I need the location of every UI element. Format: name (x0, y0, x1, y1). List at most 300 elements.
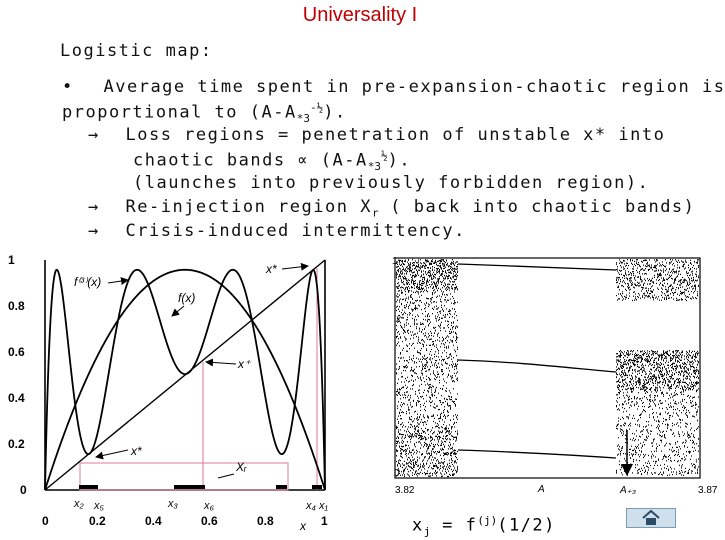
chaos-point (674, 383, 675, 384)
chaos-point (415, 276, 416, 277)
chaos-point (649, 403, 650, 404)
chaos-point (424, 381, 425, 382)
chaos-point (455, 470, 456, 471)
chaos-point (649, 389, 650, 390)
chaos-point (645, 384, 646, 385)
chaos-point (633, 388, 634, 389)
chaos-point (416, 326, 417, 327)
chaos-point (436, 387, 437, 388)
chaos-point (409, 457, 410, 458)
chaos-point (439, 382, 440, 383)
chaos-point (656, 260, 657, 261)
chaos-point (423, 414, 424, 415)
chaos-point (692, 465, 693, 466)
chaos-point (679, 419, 680, 420)
chaos-point (683, 391, 684, 392)
chaos-point (398, 338, 399, 339)
chaos-point (661, 363, 662, 364)
chaos-point (652, 281, 653, 282)
chaos-point (430, 339, 431, 340)
chaos-point (654, 265, 655, 266)
chaos-point (427, 285, 428, 286)
chaos-point (690, 402, 691, 403)
chaos-point (436, 472, 437, 473)
chaos-point (686, 271, 687, 272)
chaos-point (626, 395, 627, 396)
chaos-point (678, 300, 679, 301)
chaos-point (655, 395, 656, 396)
chaos-point (436, 272, 437, 273)
chaos-point (403, 434, 404, 435)
chaos-point (619, 369, 620, 370)
chaos-point (424, 290, 425, 291)
chaos-point (438, 353, 439, 354)
chaos-point (697, 382, 698, 383)
chaos-point (401, 406, 402, 407)
chaos-point (399, 306, 400, 307)
chaos-point (403, 278, 404, 279)
chaos-point (412, 421, 413, 422)
chaos-point (657, 446, 658, 447)
chaos-point (401, 312, 402, 313)
chaos-point (644, 382, 645, 383)
chaos-point (450, 455, 451, 456)
chaos-point (440, 266, 441, 267)
chaos-point (452, 365, 453, 366)
chaos-point (419, 328, 420, 329)
chaos-point (686, 415, 687, 416)
chaos-point (400, 415, 401, 416)
chaos-point (447, 335, 448, 336)
chaos-point (429, 384, 430, 385)
chaos-point (646, 263, 647, 264)
chaos-point (410, 441, 411, 442)
chaos-point (683, 368, 684, 369)
chaos-point (444, 428, 445, 429)
chaos-point (456, 379, 457, 380)
chaos-point (661, 277, 662, 278)
chaos-point (656, 387, 657, 388)
chaos-point (642, 280, 643, 281)
chaos-point (628, 388, 629, 389)
chaos-point (445, 277, 446, 278)
chaos-point (661, 441, 662, 442)
y-tick-0.4: 0.4 (8, 391, 25, 405)
chaos-point (438, 393, 439, 394)
chaos-point (695, 404, 696, 405)
chaos-point (632, 377, 633, 378)
chaos-point (645, 386, 646, 387)
chaos-point (399, 302, 400, 303)
chaos-point (687, 417, 688, 418)
arrow-icon: → (88, 197, 100, 217)
x1-label: x₁ (319, 500, 328, 512)
chaos-point (424, 442, 425, 443)
chaos-point (432, 274, 433, 275)
chaos-point (451, 431, 452, 432)
chaos-point (625, 270, 626, 271)
chaos-point (617, 356, 618, 357)
chaos-point (623, 260, 624, 261)
chaos-point (404, 474, 405, 475)
chaos-point (432, 433, 433, 434)
chaos-point (647, 361, 648, 362)
chaos-point (401, 388, 402, 389)
chaos-point (663, 394, 664, 395)
chaos-point (428, 313, 429, 314)
chaos-point (426, 358, 427, 359)
chaos-point (670, 354, 671, 355)
chaos-point (430, 264, 431, 265)
chaos-point (687, 396, 688, 397)
chaos-point (668, 291, 669, 292)
item-2-text: Re-injection region X (125, 197, 372, 217)
chaos-point (618, 287, 619, 288)
chaos-point (397, 306, 398, 307)
chaos-point (634, 448, 635, 449)
chaos-point (632, 300, 633, 301)
chaos-point (668, 278, 669, 279)
chaos-point (402, 426, 403, 427)
chaos-point (445, 438, 446, 439)
chaos-point (679, 471, 680, 472)
chaos-point (402, 310, 403, 311)
chaos-point (638, 392, 639, 393)
chaos-point (641, 279, 642, 280)
chaos-point (411, 455, 412, 456)
chaos-point (694, 356, 695, 357)
chaos-point (417, 271, 418, 272)
chaos-point (411, 297, 412, 298)
chaos-point (424, 417, 425, 418)
chaos-point (417, 451, 418, 452)
chaos-point (403, 470, 404, 471)
chaos-point (681, 293, 682, 294)
chaos-point (645, 280, 646, 281)
chaos-point (677, 357, 678, 358)
chaos-point (625, 374, 626, 375)
chaos-point (692, 447, 693, 448)
chaos-point (668, 287, 669, 288)
chaos-point (684, 268, 685, 269)
chaos-point (682, 458, 683, 459)
chaos-point (447, 276, 448, 277)
chaos-point (402, 266, 403, 267)
chaos-point (408, 260, 409, 261)
chaos-point (695, 402, 696, 403)
chaos-point (443, 327, 444, 328)
chaos-point (670, 259, 671, 260)
chaos-point (428, 261, 429, 262)
chaos-point (418, 261, 419, 262)
chaos-point (410, 433, 411, 434)
chaos-point (632, 354, 633, 355)
chaos-point (694, 467, 695, 468)
chaos-point (455, 288, 456, 289)
chaos-point (411, 368, 412, 369)
chaos-point (456, 438, 457, 439)
chaos-point (684, 457, 685, 458)
chaos-point (643, 402, 644, 403)
chaos-point (432, 358, 433, 359)
chaos-point (427, 366, 428, 367)
chaos-point (399, 413, 400, 414)
chaos-point (437, 366, 438, 367)
chaos-point (418, 316, 419, 317)
chaos-point (675, 401, 676, 402)
chaos-point (396, 325, 397, 326)
item-1-text-b: chaotic bands ∝ (A-A (133, 150, 368, 171)
chaos-point (433, 301, 434, 302)
chaos-point (661, 436, 662, 437)
chaos-point (414, 369, 415, 370)
chaos-point (407, 404, 408, 405)
chaos-point (400, 271, 401, 272)
chaos-point (664, 374, 665, 375)
chaos-point (410, 301, 411, 302)
chaos-point (656, 421, 657, 422)
bullet-text-a: Average time spent in pre-expansion-chaotic region is (103, 77, 725, 97)
chaos-point (690, 355, 691, 356)
chaos-point (676, 277, 677, 278)
chaos-point (420, 324, 421, 325)
chaos-point (440, 455, 441, 456)
chaos-point (425, 307, 426, 308)
chaos-point (670, 357, 671, 358)
chaos-point (444, 261, 445, 262)
chaos-point (646, 387, 647, 388)
chaos-point (423, 459, 424, 460)
chaos-point (658, 274, 659, 275)
chaos-point (433, 386, 434, 387)
chaos-point (667, 290, 668, 291)
chaos-point (623, 395, 624, 396)
chaos-point (687, 359, 688, 360)
chaos-point (421, 433, 422, 434)
chaos-point (694, 416, 695, 417)
chaos-point (401, 357, 402, 358)
chaos-point (448, 311, 449, 312)
chaos-point (431, 453, 432, 454)
chaos-point (625, 423, 626, 424)
chaos-point (419, 441, 420, 442)
chaos-point (667, 283, 668, 284)
chaos-point (681, 371, 682, 372)
chaos-point (402, 387, 403, 388)
chaos-point (430, 345, 431, 346)
chaos-point (696, 443, 697, 444)
chaos-point (403, 263, 404, 264)
chaos-point (625, 289, 626, 290)
chaos-point (644, 396, 645, 397)
chaos-point (654, 277, 655, 278)
chaos-point (407, 377, 408, 378)
chaos-point (414, 425, 415, 426)
chaos-point (662, 355, 663, 356)
chaos-point (693, 442, 694, 443)
chaos-point (432, 401, 433, 402)
chaos-point (429, 316, 430, 317)
chaos-point (456, 462, 457, 463)
home-button[interactable] (626, 508, 676, 528)
chaos-point (654, 389, 655, 390)
chaos-point (425, 371, 426, 372)
chaos-point (444, 474, 445, 475)
chaos-point (404, 330, 405, 331)
chaos-point (630, 425, 631, 426)
chaos-point (698, 397, 699, 398)
chaos-point (457, 337, 458, 338)
chaos-point (438, 307, 439, 308)
chaos-point (658, 460, 659, 461)
chaos-point (692, 296, 693, 297)
chaos-point (657, 351, 658, 352)
chaos-point (653, 383, 654, 384)
chaos-point (408, 453, 409, 454)
chaos-point (446, 454, 447, 455)
chaos-point (400, 287, 401, 288)
chaos-point (445, 342, 446, 343)
chaos-point (419, 305, 420, 306)
chaos-point (696, 391, 697, 392)
chaos-point (428, 392, 429, 393)
chaos-point (431, 279, 432, 280)
chaos-point (620, 279, 621, 280)
chaos-point (675, 370, 676, 371)
chaos-point (672, 355, 673, 356)
chaos-point (444, 317, 445, 318)
chaos-point (427, 314, 428, 315)
chaos-point (647, 360, 648, 361)
chaos-point (442, 369, 443, 370)
chaos-point (618, 420, 619, 421)
chaos-point (450, 293, 451, 294)
chaos-point (448, 476, 449, 477)
chaos-point (697, 370, 698, 371)
chaos-point (636, 263, 637, 264)
chaos-point (694, 464, 695, 465)
chaos-point (419, 416, 420, 417)
chaos-point (676, 369, 677, 370)
chaos-point (426, 287, 427, 288)
chaos-point (433, 459, 434, 460)
chaos-point (658, 404, 659, 405)
chaos-point (443, 455, 444, 456)
chaos-point (437, 269, 438, 270)
chaos-point (637, 420, 638, 421)
chaos-point (688, 451, 689, 452)
left-plot-area (8, 253, 329, 533)
chaos-point (403, 441, 404, 442)
chaos-point (419, 331, 420, 332)
chaos-point (629, 287, 630, 288)
chaos-point (448, 321, 449, 322)
chaos-point (409, 357, 410, 358)
chaos-point (696, 298, 697, 299)
chaos-point (433, 272, 434, 273)
chaos-point (454, 300, 455, 301)
chaos-point (619, 386, 620, 387)
chaos-point (629, 293, 630, 294)
chaos-point (626, 297, 627, 298)
chaos-point (687, 362, 688, 363)
chaos-point (651, 431, 652, 432)
chaos-point (446, 368, 447, 369)
chaos-point (452, 460, 453, 461)
chaos-point (413, 309, 414, 310)
chaos-point (659, 265, 660, 266)
chaos-point (455, 276, 456, 277)
chaos-point (421, 361, 422, 362)
chaos-point (455, 269, 456, 270)
chaos-point (644, 467, 645, 468)
chaos-point (631, 392, 632, 393)
chaos-point (401, 290, 402, 291)
chaos-point (419, 393, 420, 394)
chaos-point (630, 458, 631, 459)
chaos-point (639, 456, 640, 457)
chaos-point (423, 274, 424, 275)
chaos-point (450, 272, 451, 273)
chaos-point (696, 369, 697, 370)
chaos-point (400, 358, 401, 359)
chaos-point (407, 284, 408, 285)
chaos-point (632, 264, 633, 265)
chaos-point (657, 382, 658, 383)
chaos-point (434, 439, 435, 440)
chaos-point (443, 343, 444, 344)
chaos-point (430, 437, 431, 438)
chaos-point (638, 293, 639, 294)
chaos-point (635, 353, 636, 354)
chaos-point (657, 354, 658, 355)
chaos-point (417, 266, 418, 267)
chaos-point (692, 366, 693, 367)
chaos-point (675, 361, 676, 362)
chaos-point (697, 263, 698, 264)
chaos-point (642, 359, 643, 360)
chaos-point (436, 406, 437, 407)
chaos-point (396, 345, 397, 346)
chaos-point (682, 282, 683, 283)
chaos-point (698, 361, 699, 362)
chaos-point (660, 264, 661, 265)
chaos-point (412, 450, 413, 451)
chaos-point (691, 366, 692, 367)
chaos-point (696, 274, 697, 275)
chaos-point (429, 379, 430, 380)
chaos-point (407, 289, 408, 290)
chaos-point (432, 427, 433, 428)
chaos-point (666, 360, 667, 361)
chaos-point (620, 265, 621, 266)
chaos-point (624, 282, 625, 283)
chaos-point (402, 449, 403, 450)
chaos-point (451, 426, 452, 427)
chaos-point (696, 280, 697, 281)
chaos-point (669, 286, 670, 287)
chaos-point (640, 443, 641, 444)
chaos-point (457, 459, 458, 460)
chaos-point (418, 292, 419, 293)
chaos-point (435, 261, 436, 262)
chaos-point (399, 311, 400, 312)
chaos-point (438, 374, 439, 375)
chaos-point (640, 276, 641, 277)
chaos-point (453, 271, 454, 272)
chaos-point (618, 418, 619, 419)
chaos-point (676, 451, 677, 452)
